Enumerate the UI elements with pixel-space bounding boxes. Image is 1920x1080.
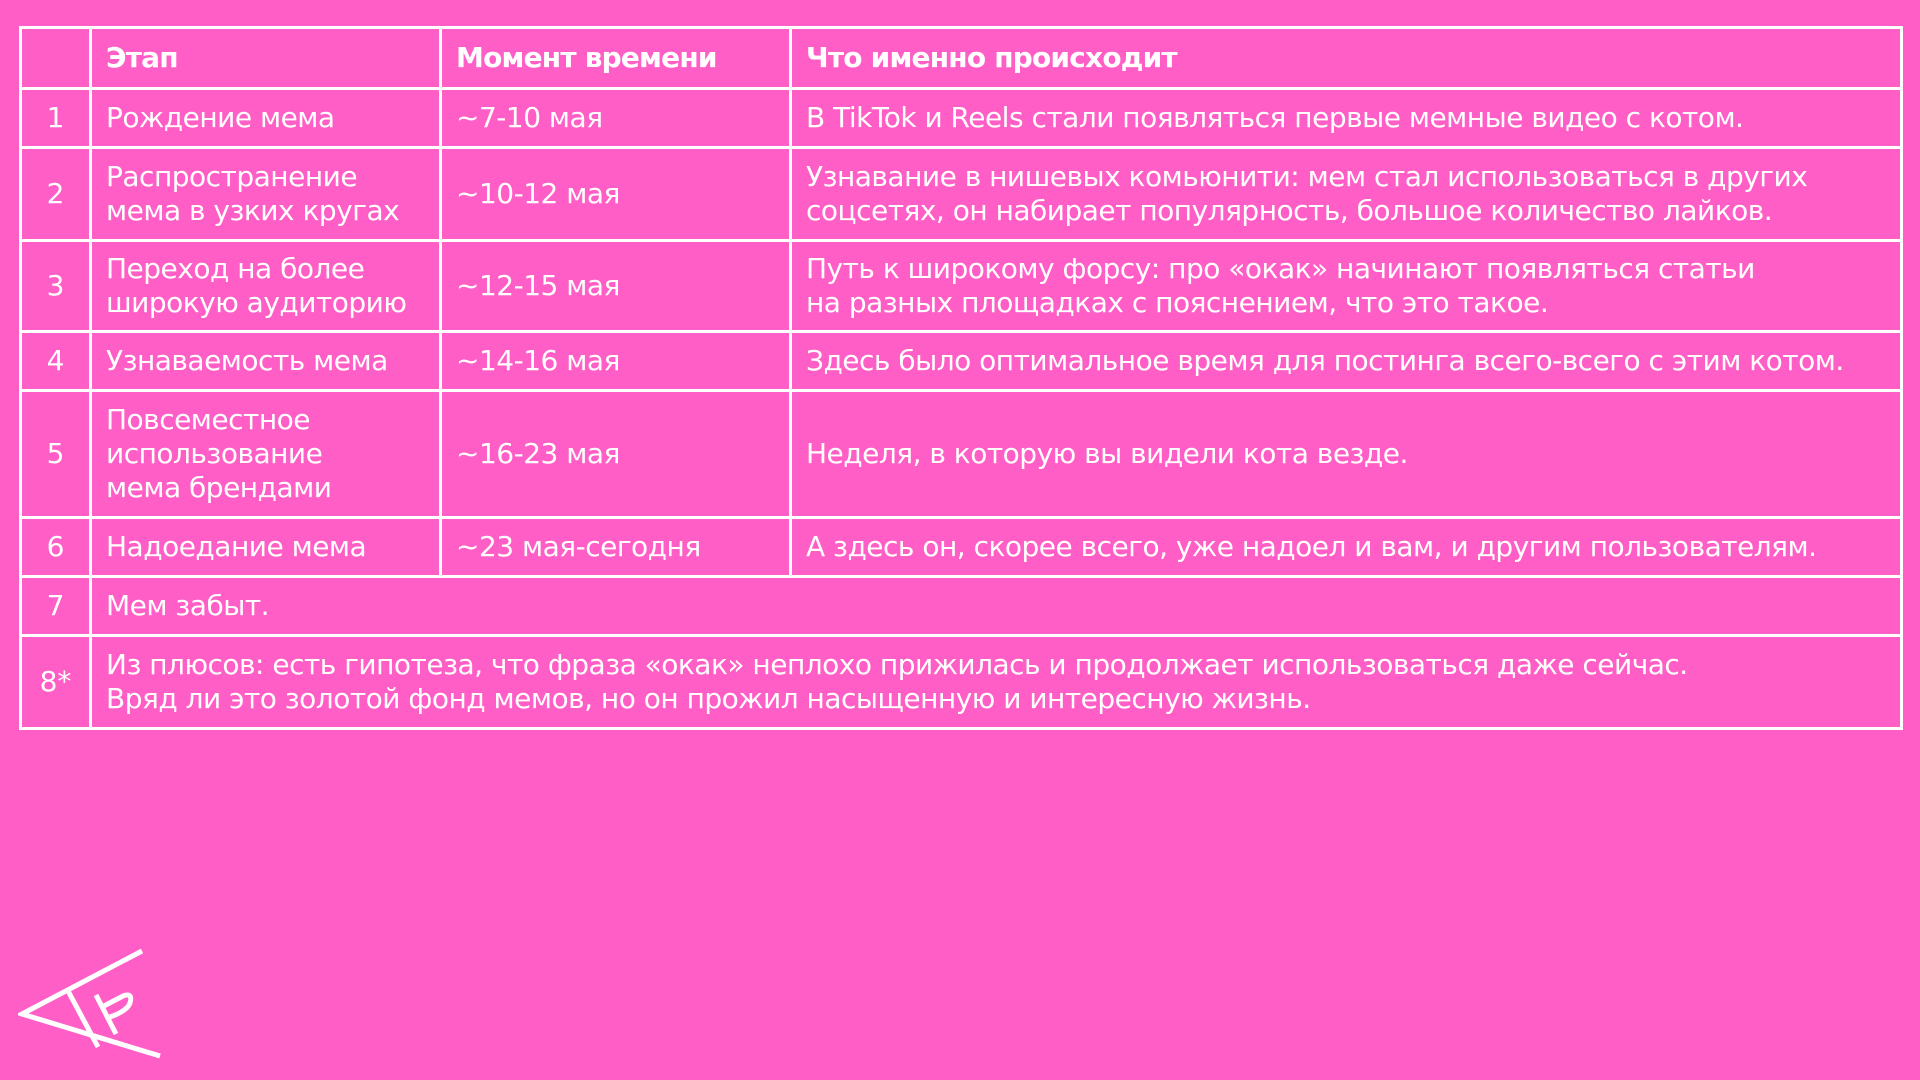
row-time: ~23 мая-сегодня [441, 518, 791, 577]
row-description: Неделя, в которую вы видели кота везде. [791, 391, 1902, 518]
row-description: Путь к широкому форсу: про «окак» начинают появляться статьи на разных площадках с пояснением, что это такое. [791, 241, 1902, 332]
row-description: Здесь было оптимальное время для постинга всего-всего с этим котом. [791, 332, 1902, 391]
row-stage: Повсеместное использование мема брендами [91, 391, 441, 518]
row-stage: Узнаваемость мема [91, 332, 441, 391]
row-number: 6 [21, 518, 91, 577]
meme-lifecycle-table [19, 26, 1903, 730]
table-header-row [21, 28, 1902, 89]
header-stage: Этап [91, 28, 441, 89]
row-number: 2 [21, 148, 91, 241]
header-time: Момент времени [441, 28, 791, 89]
row-time: ~14-16 мая [441, 332, 791, 391]
row-number: 1 [21, 89, 91, 148]
row-stage: Распространение мема в узких кругах [91, 148, 441, 241]
header-number [21, 28, 91, 89]
row-merged-text: Из плюсов: есть гипотеза, что фраза «окак» неплохо прижилась и продолжает использоваться даже сейчас. Вряд ли это золотой фонд мемов, но он прожил насыщенную и интересную жизнь. [91, 636, 1902, 729]
row-description: В TikTok и Reels стали появляться первые мемные видео с котом. [791, 89, 1902, 148]
table-row [21, 518, 1902, 577]
row-number: 8* [21, 636, 91, 729]
table-row [21, 148, 1902, 241]
table-row [21, 89, 1902, 148]
row-time: ~16-23 мая [441, 391, 791, 518]
row-time: ~12-15 мая [441, 241, 791, 332]
table-row [21, 332, 1902, 391]
table-row [21, 636, 1902, 729]
brand-logo-icon [18, 948, 164, 1062]
header-description: Что именно происходит [791, 28, 1902, 89]
row-stage: Рождение мема [91, 89, 441, 148]
row-number: 5 [21, 391, 91, 518]
row-number: 7 [21, 577, 91, 636]
table-row [21, 577, 1902, 636]
row-stage: Переход на более широкую аудиторию [91, 241, 441, 332]
row-time: ~10-12 мая [441, 148, 791, 241]
row-description: А здесь он, скорее всего, уже надоел и вам, и другим пользователям. [791, 518, 1902, 577]
row-number: 4 [21, 332, 91, 391]
row-description: Узнавание в нишевых комьюнити: мем стал использоваться в других соцсетях, он набирает популярность, большое количество лайков. [791, 148, 1902, 241]
row-number: 3 [21, 241, 91, 332]
row-merged-text: Мем забыт. [91, 577, 1902, 636]
row-stage: Надоедание мема [91, 518, 441, 577]
row-time: ~7-10 мая [441, 89, 791, 148]
table-row [21, 241, 1902, 332]
table-row [21, 391, 1902, 518]
